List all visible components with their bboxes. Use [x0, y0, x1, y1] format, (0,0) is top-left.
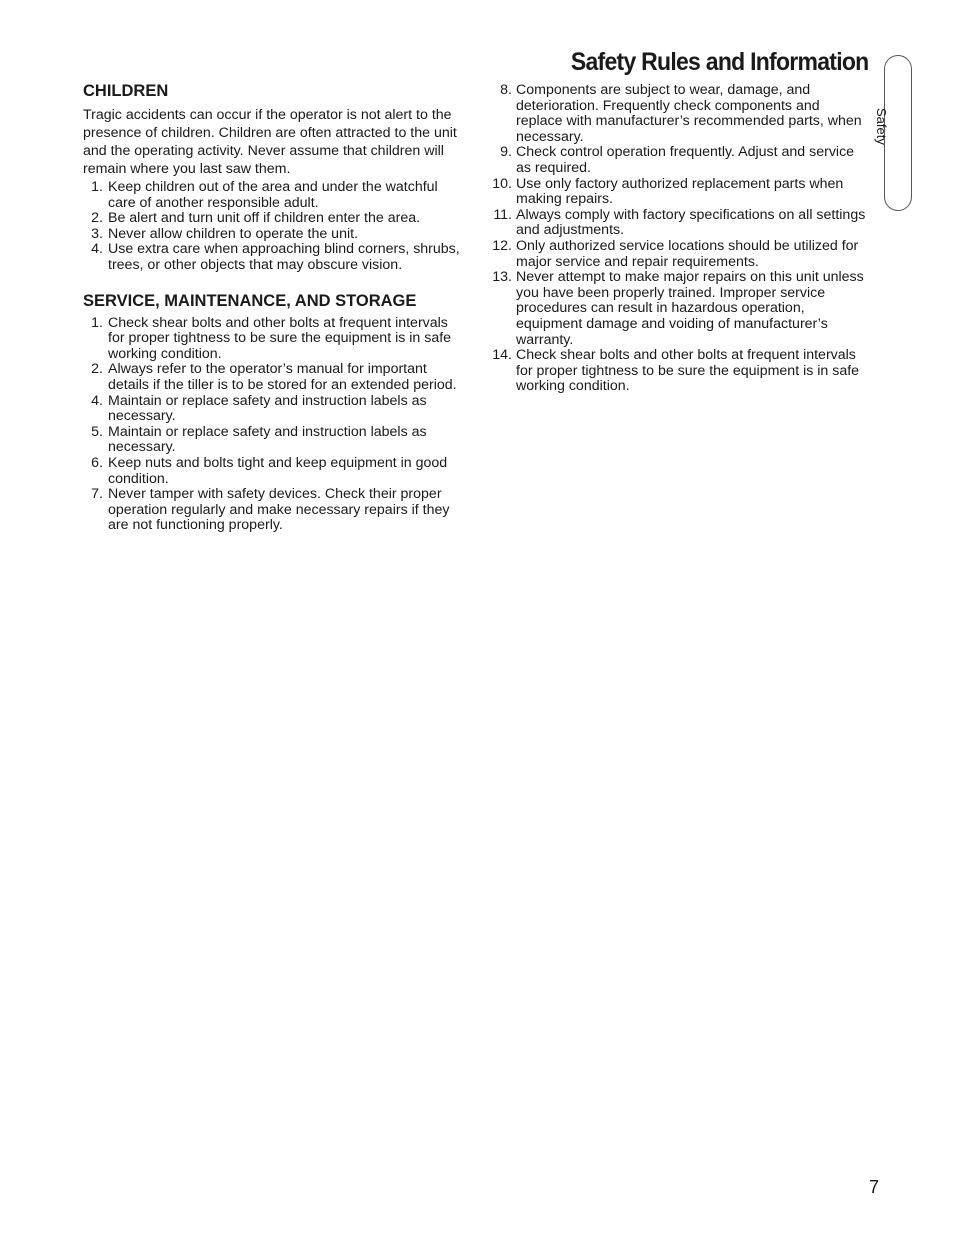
right-column: [491, 83, 866, 395]
list-item: [491, 145, 866, 176]
list-item: [491, 348, 866, 395]
item-number: 9.: [500, 144, 512, 161]
item-text: Never tamper with safety devices. Check their proper operation regularly and make necessary repairs if they are not functioning properly.: [108, 486, 450, 534]
item-text: Use only factory authorized replacement parts when making repairs.: [516, 175, 844, 208]
item-text: Maintain or replace safety and instruction labels as necessary.: [108, 423, 427, 456]
item-text: Never allow children to operate the unit.: [108, 225, 358, 242]
item-number: 14.: [492, 347, 512, 364]
left-column: [83, 81, 463, 534]
list-item: [83, 456, 463, 487]
list-item: [83, 425, 463, 456]
item-number: 13.: [492, 269, 512, 286]
page-number: 7: [869, 1177, 880, 1197]
list-item: [491, 177, 866, 208]
page-title: Safety Rules and Information: [570, 48, 868, 76]
children-list: [83, 180, 463, 274]
item-text: Check shear bolts and other bolts at frequent intervals for proper tightness to be sure the equipment is in safe working condition.: [108, 314, 452, 362]
item-number: 8.: [500, 82, 512, 98]
list-item: [491, 270, 866, 348]
item-text: Maintain or replace safety and instruction labels as necessary.: [108, 392, 427, 425]
list-item: [83, 362, 463, 393]
item-number: 6.: [91, 454, 103, 471]
item-text: Never attempt to make major repairs on this unit unless you have been properly trained. Improper service procedures can result in hazardous operation, equipment damage and voiding of manufacturer’s warranty.: [516, 269, 864, 348]
children-intro: Tragic accidents can occur if the operator is not alert to the presence of children. Children are often attracted to the unit and the operating activity. Never assume that children will remain where you last saw them.: [83, 107, 457, 177]
item-text: Only authorized service locations should be utilized for major service and repair requirements.: [516, 237, 859, 270]
service-heading: SERVICE, MAINTENANCE, AND STORAGE: [83, 291, 417, 310]
item-text: Be alert and turn unit off if children enter the area.: [108, 210, 421, 227]
item-number: 4.: [91, 241, 103, 258]
service-list-part1: [83, 316, 463, 534]
item-text: Always comply with factory specifications on all settings and adjustments.: [516, 206, 866, 239]
item-text: Check control operation frequently. Adjust and service as required.: [516, 144, 855, 176]
item-number: 12.: [492, 237, 512, 254]
item-number: 7.: [91, 486, 103, 503]
item-text: Check shear bolts and other bolts at frequent intervals for proper tightness to be sure the equipment is in safe working condition.: [516, 347, 860, 395]
item-number: 3.: [91, 225, 103, 242]
item-text: Keep nuts and bolts tight and keep equipment in good condition.: [108, 454, 448, 487]
item-number: 1.: [91, 179, 103, 195]
item-text: Use extra care when approaching blind corners, shrubs, trees, or other objects that may obscure vision.: [108, 241, 460, 273]
item-text: Keep children out of the area and under the watchful care of another responsible adult.: [108, 179, 438, 211]
item-number: 4.: [91, 392, 103, 409]
item-number: 10.: [492, 175, 512, 192]
list-item: [83, 242, 463, 273]
list-item: [83, 180, 463, 211]
item-text: Components are subject to wear, damage, and deterioration. Frequently check components and replace with manufacturer’s recommended parts, when necessary.: [516, 82, 862, 145]
item-number: 1.: [91, 314, 103, 331]
item-number: 11.: [493, 206, 512, 223]
list-item: [83, 394, 463, 425]
item-number: 5.: [91, 423, 103, 440]
list-item: [83, 227, 463, 243]
list-item: [83, 211, 463, 227]
list-item: [83, 316, 463, 363]
list-item: [491, 83, 866, 145]
item-number: 2.: [91, 210, 103, 227]
list-item: [491, 208, 866, 239]
service-list-part2: [491, 83, 866, 395]
item-text: Always refer to the operator’s manual for important details if the tiller is to be stored for an extended period.: [108, 361, 457, 393]
list-item: [83, 487, 463, 534]
children-heading: CHILDREN: [83, 82, 169, 100]
item-number: 2.: [91, 361, 103, 378]
side-tab-label: Safety: [874, 108, 889, 145]
list-item: [491, 239, 866, 270]
